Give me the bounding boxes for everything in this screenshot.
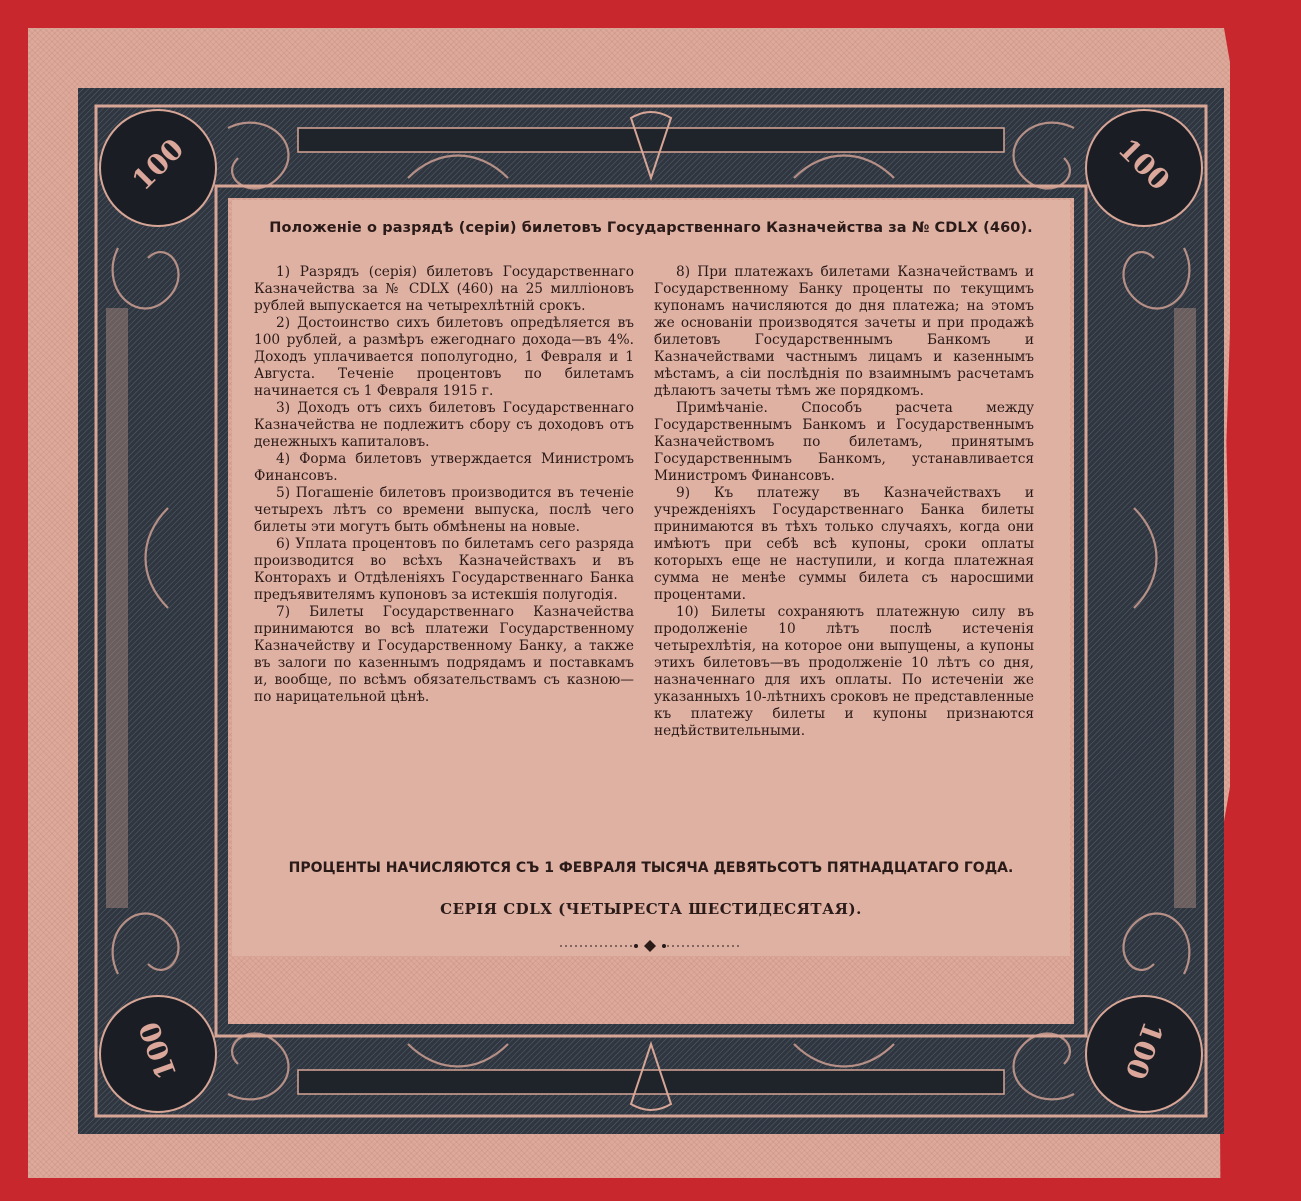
corner-number-bottom-left: 100 — [132, 1017, 184, 1084]
clause-6: 6) Уплата процентовъ по билетамъ сего разряда производится во всѣхъ Казначействахъ и въ Конторахъ и Отдѣленіяхъ Государственнаго Банка предъявителямъ купоновъ за истекшія полугодія. — [254, 536, 634, 603]
clause-2: 2) Достоинство сихъ билетовъ опредѣляется въ 100 рублей, а размѣръ ежегоднаго дохода—въ 4%. Доходъ уплачивается пополугодно, 1 Февраля и 1 Августа. Теченіе процентовъ по билетамъ начинается съ 1 Февраля 1915 г. — [254, 315, 634, 399]
text-panel — [232, 200, 1070, 956]
clause-4: 4) Форма билетовъ утверждается Министромъ Финансовъ. — [254, 451, 634, 484]
clause-8: 8) При платежахъ билетами Казначействамъ и Государственному Банку проценты по текущимъ купонамъ начисляются до дня платежа; на этомъ же основаніи производятся зачеты и при продажѣ билетовъ Государственнымъ Банкомъ и Казначействами частнымъ лицамъ и казеннымъ мѣстамъ, а сіи послѣднія по взаимнымъ расчетамъ дѣлаютъ зачеты тѣмъ же порядкомъ. — [654, 264, 1034, 399]
corner-number-top-left: 100 — [125, 132, 191, 197]
corner-number-bottom-right: 100 — [1118, 1017, 1170, 1084]
clause-3: 3) Доходъ отъ сихъ билетовъ Государственнаго Казначейства не подлежитъ сбору съ доходовъ отъ денежныхъ капиталовъ. — [254, 400, 634, 450]
series-statement: СЕРІЯ CDLX (ЧЕТЫРЕСТА ШЕСТИДЕСЯТАЯ). — [440, 900, 862, 918]
left-column — [254, 264, 634, 706]
corner-number-top-right: 100 — [1111, 132, 1177, 197]
document-heading: Положеніе о разрядѣ (серіи) билетовъ Государственнаго Казначейства за № CDLX (460). — [269, 220, 1033, 236]
clause-1: 1) Разрядъ (серія) билетовъ Государственнаго Казначейства за № CDLX (460) на 25 милліоновъ рублей выпускается на четырехлѣтній срокъ. — [254, 264, 634, 314]
clause-9: 9) Къ платежу въ Казначействахъ и учрежденіяхъ Государственнаго Банка билеты принимаются въ тѣхъ только случаяхъ, когда они имѣютъ при себѣ всѣ купоны, сроки оплаты которыхъ еще не наступили, и когда платежная сумма не менѣе суммы билета съ наросшими процентами. — [654, 485, 1034, 603]
clause-10: 10) Билеты сохраняютъ платежную силу въ продолженіе 10 лѣтъ послѣ истеченія четырехлѣтія, на которое они выпущены, а купоны этихъ билетовъ—въ продолженіе 10 лѣтъ со дня, назначеннаго для ихъ оплаты. По истеченіи же указанныхъ 10-лѣтнихъ сроковъ не представленные къ платежу билеты и купоны признаются недѣйствительными. — [654, 604, 1034, 739]
divider-ornament — [550, 938, 750, 954]
right-column — [654, 264, 1034, 740]
clause-7: 7) Билеты Государственнаго Казначейства принимаются во всѣ платежи Государственному Казначейству и Государственному Банку, а также въ залоги по казеннымъ подрядамъ и поставкамъ и, вообще, по всѣмъ обязательствамъ съ казною—по нарицательной цѣнѣ. — [254, 604, 634, 705]
interest-statement: ПРОЦЕНТЫ НАЧИСЛЯЮТСЯ СЪ 1 ФЕВРАЛЯ ТЫСЯЧА ДЕВЯТЬСОТЪ ПЯТНАДЦАТАГО ГОДА. — [288, 860, 1014, 876]
clause-note: Примѣчаніе. Способъ расчета между Государственнымъ Банкомъ и Государственнымъ Казначействомъ по билетамъ, принятымъ Государственнымъ Банкомъ, устанавливается Министромъ Финансовъ. — [654, 400, 1034, 484]
clause-5: 5) Погашеніе билетовъ производится въ теченіе четырехъ лѣтъ со времени выпуска, послѣ чего билеты эти могутъ быть обмѣнены на новые. — [254, 485, 634, 535]
